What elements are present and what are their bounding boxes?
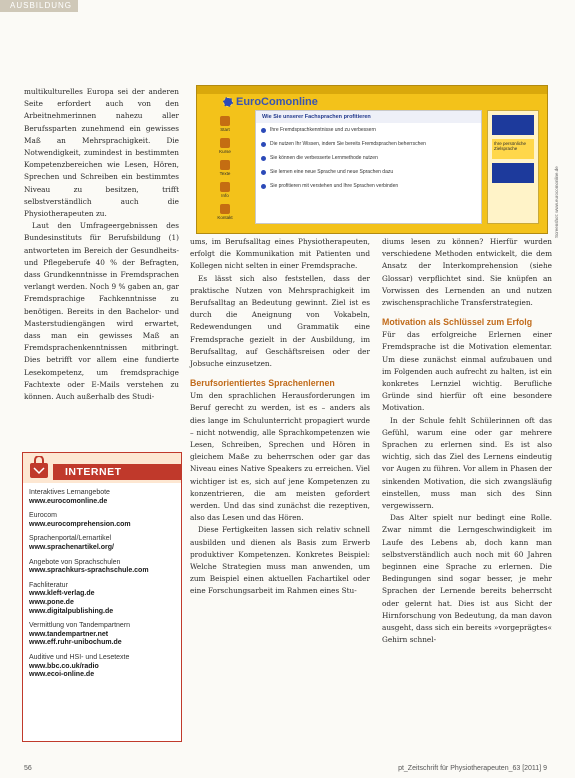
- euro-stars-icon: [223, 97, 233, 107]
- nav-label: Kontakt: [217, 215, 233, 220]
- body-paragraph: diums lesen zu können? Hierfür wurden verschiedene Methoden entwickelt, die dem Ansatz der Interkomprehension (siehe Glossar) verpflichtet sind. Sie knüpfen an Vorwissen des Lernenden an und nutzen zwischensprachliche Transferstrategien.: [382, 237, 552, 308]
- link-item: [29, 512, 175, 529]
- body-paragraph: Das Alter spielt nur bedingt eine Rolle. Zwar nimmt die Lerngeschwindigkeit im Laufe des Lebens ab, doch kann man selbstverständlich auch noch mit 60 Jahren beginnen eine Sprache zu erlernen. Die Bedingungen sind sogar besser, je mehr Sprachen der Lernende bereits beherrscht oder gelernt hat. Dies ist aus Sicht der Hirnforschung von Bedeutung, da man davon ausgeht, dass sich ein bereits »vorgeprägtes« Gehirn schnel-: [382, 513, 552, 645]
- body-paragraph: multikulturelles Europa sei der anderen Seite erfordert auch von den Arbeitnehmerinnen nahezu aller Berufssparten zunehmend ein gewisses Maß an Mehrsprachigkeit. Die Notwendigkeit, zumindest in bestimmten Kompetenzbereichen wie Lesen, Hören, Sprechen und Schreiben ein bestimmtes Niveau zu besitzen, trifft selbstverständlich auch die Physiotherapeuten zu.: [24, 87, 179, 219]
- link-item: [29, 671, 175, 680]
- screenshot-row[interactable]: Die nutzen Ihr Wissen, indem Sie bereits Fremdsprachen beherrschen: [256, 137, 481, 151]
- link-item: [29, 622, 175, 639]
- sidebar-box: [492, 163, 534, 183]
- body-paragraph: Diese Fertigkeiten lassen sich relativ schnell ausbilden und dienen als Basis zum Erwerb produktiver Kompetenzen. Konkretes Beispiel: Welche Strategien muss man anwenden, um zum Beispiel einen aktuellen Fachartikel oder eine Forschungsarbeit im Rahmen eines Stu-: [190, 525, 370, 596]
- link-url[interactable]: www.sprachkurs-sprachschule.com: [29, 567, 149, 575]
- nav-icon: [220, 138, 230, 148]
- link-label: Fachliteratur: [29, 581, 68, 589]
- screenshot-row[interactable]: Ihre Fremdsprachkenntnisse und zu verbessern: [256, 123, 481, 137]
- sidebar-box: Ihre persönliche Zielsprache: [492, 139, 534, 159]
- nav-icon: [220, 116, 230, 126]
- link-url[interactable]: www.sprachenartikel.org/: [29, 543, 114, 551]
- screenshot-row[interactable]: Sie können die verbesserte Lernmethode nutzen: [256, 151, 481, 165]
- section-heading: Berufsorientiertes Sprachenlernen: [190, 378, 335, 389]
- screenshot-header: Wie Sie unserer Fachsprachen profitieren: [256, 111, 481, 123]
- nav-label: Texte: [219, 171, 231, 176]
- link-item: [29, 582, 175, 599]
- link-item: [29, 639, 175, 648]
- nav-icon: [220, 182, 230, 192]
- link-label: Eurocom: [29, 512, 58, 520]
- link-url[interactable]: www.eurocomprehension.com: [29, 520, 131, 528]
- nav-icon: [220, 160, 230, 170]
- link-url[interactable]: www.digitalpublishing.de: [29, 607, 114, 615]
- text-column-2: [190, 236, 370, 598]
- sidebar-box: [492, 115, 534, 135]
- link-item: [29, 608, 175, 617]
- text-column-3: [382, 236, 552, 647]
- screenshot-nav: [203, 116, 247, 226]
- link-list: [23, 489, 181, 680]
- link-url[interactable]: www.pone.de: [29, 598, 74, 606]
- link-label: Auditive und HSI- und Lesetexte: [29, 653, 130, 661]
- link-label: Sprachenportal/Lernartikel: [29, 535, 112, 543]
- screenshot-row[interactable]: Sie lernen eine neue Sprache und neue Sprachen dazu: [256, 165, 481, 179]
- nav-label: Info: [221, 193, 229, 198]
- body-paragraph: Für das erfolgreiche Erlernen einer Fremdsprache ist die Motivation elementar. Um diese zunächst einmal aufzubauen und im Folgenden auch aufrecht zu halten, ist ein konkretes Lernziel wichtig. Berufliche Gründe sind hierfür oft eine besondere Motivation.: [382, 330, 552, 413]
- link-url[interactable]: www.tandempartner.net: [29, 630, 109, 638]
- nav-item[interactable]: [203, 138, 247, 156]
- link-url[interactable]: www.eurocomonline.de: [29, 497, 108, 505]
- link-url[interactable]: www.bbc.co.uk/radio: [29, 662, 99, 670]
- link-item: [29, 654, 175, 671]
- website-screenshot: [196, 85, 548, 234]
- internet-title: INTERNET: [53, 464, 181, 480]
- link-url[interactable]: www.ecoi-online.de: [29, 671, 95, 679]
- link-item: [29, 559, 175, 576]
- section-tag: AUSBILDUNG: [0, 0, 78, 12]
- nav-item[interactable]: [203, 204, 247, 222]
- internet-box: [22, 452, 182, 742]
- logo-text: EuroComonline: [236, 96, 318, 108]
- text-column-1: [24, 86, 179, 403]
- site-logo: [223, 96, 318, 108]
- body-paragraph: Es lässt sich also feststellen, dass der praktische Nutzen von Mehrsprachigkeit im Berufsalltag an Bedeutung gewinnt. Ziel ist es durch die Aneignung von Vokabeln, Redewendungen und Grammatik eine Fremdsprache gezielt in der Ausbildung, im Berufsalltag, auf Geschäftsreisen oder der Jobsuche einzusetzen.: [190, 273, 370, 369]
- nav-item[interactable]: [203, 160, 247, 178]
- journal-footer: pt_Zeitschrift für Physiotherapeuten_63 [2011] 9: [398, 765, 547, 772]
- section-heading: Motivation als Schlüssel zum Erfolg: [382, 317, 533, 328]
- link-url[interactable]: www.kleft-verlag.de: [29, 590, 95, 598]
- link-label: Angebote von Sprachschulen: [29, 558, 121, 566]
- body-paragraph: Laut den Umfrageergebnissen des Bundesinstituts für Berufsbildung (1) antworteten im Bereich der Gesundheits- und Pflegeberufe 40 % der Befragten, dass Grundkenntnisse in Fremdsprachen verlangt werden. Noch 9 % gaben an, gar Fremdsprachige Fachkenntnisse zu benötigen. Bereits in den Bachelor- und Masterstudiengängen wird erwartet, dass man ein gewisses Maß an Fremdsprachenkenntnissen mitbringt. Dies betrifft vor allem eine fundierte Lesekompetenz, um fremdsprachige Fachtexte oder E-Mails verstehen zu können. Auch außerhalb des Studi-: [24, 221, 179, 402]
- internet-header: [23, 453, 181, 483]
- bag-icon: [27, 456, 51, 480]
- link-url[interactable]: www.eff.ruhr-unibochum.de: [29, 639, 122, 647]
- nav-item[interactable]: [203, 182, 247, 200]
- screenshot-row[interactable]: Sie profitieren mit verstehen und Ihre Sprachen verbinden: [256, 179, 481, 193]
- image-credit: Screenshot: www.eurocomonline.de: [554, 166, 559, 238]
- screenshot-topbar: [197, 86, 547, 94]
- link-item: [29, 599, 175, 608]
- link-label: Vermittlung von Tandempartnern: [29, 622, 131, 630]
- body-paragraph: ums, im Berufsalltag eines Physiotherapeuten, erfolgt die Kommunikation mit Patienten und Kollegen nicht selten in einer Fremdsprache.: [190, 237, 370, 271]
- screenshot-content: [255, 110, 482, 224]
- nav-label: Kurse: [219, 149, 231, 154]
- nav-item[interactable]: [203, 116, 247, 134]
- screenshot-sidebar: [487, 110, 539, 224]
- page-number: 56: [24, 765, 32, 772]
- link-item: [29, 535, 175, 552]
- nav-icon: [220, 204, 230, 214]
- link-item: [29, 489, 175, 506]
- nav-label: Start: [220, 127, 230, 132]
- link-label: Interaktives Lernangebote: [29, 489, 110, 496]
- body-paragraph: Um den sprachlichen Herausforderungen im Beruf gerecht zu werden, ist es – anders als dies lange im Schulunterricht propagiert wurde – nicht notwendig, alle Sprachkompetenzen wie Lesen, Schreiben, Sprechen und Hören in gleichem Maße zu beherrschen oder gar das Niveau eines Native Speakers zu erreichen. Viel wichtiger ist es, sich auf jene Kompetenzen zu konzentrieren, die am meisten gefordert werden. Und das sind zunächst die rezeptiven, also das Lesen und das Hören.: [190, 391, 370, 523]
- body-paragraph: In der Schule fehlt Schülerinnen oft das Gefühl, warum eine oder gar mehrere Sprachen zu erlernen sind. Es ist also wichtig, sich das Ziel des Lernens eindeutig vor Augen zu führen. Vor allem in Phasen der sinkenden Motivation, die sich zwangsläufig einstellen, muss man sich des Sinn vergewissern.: [382, 415, 552, 511]
